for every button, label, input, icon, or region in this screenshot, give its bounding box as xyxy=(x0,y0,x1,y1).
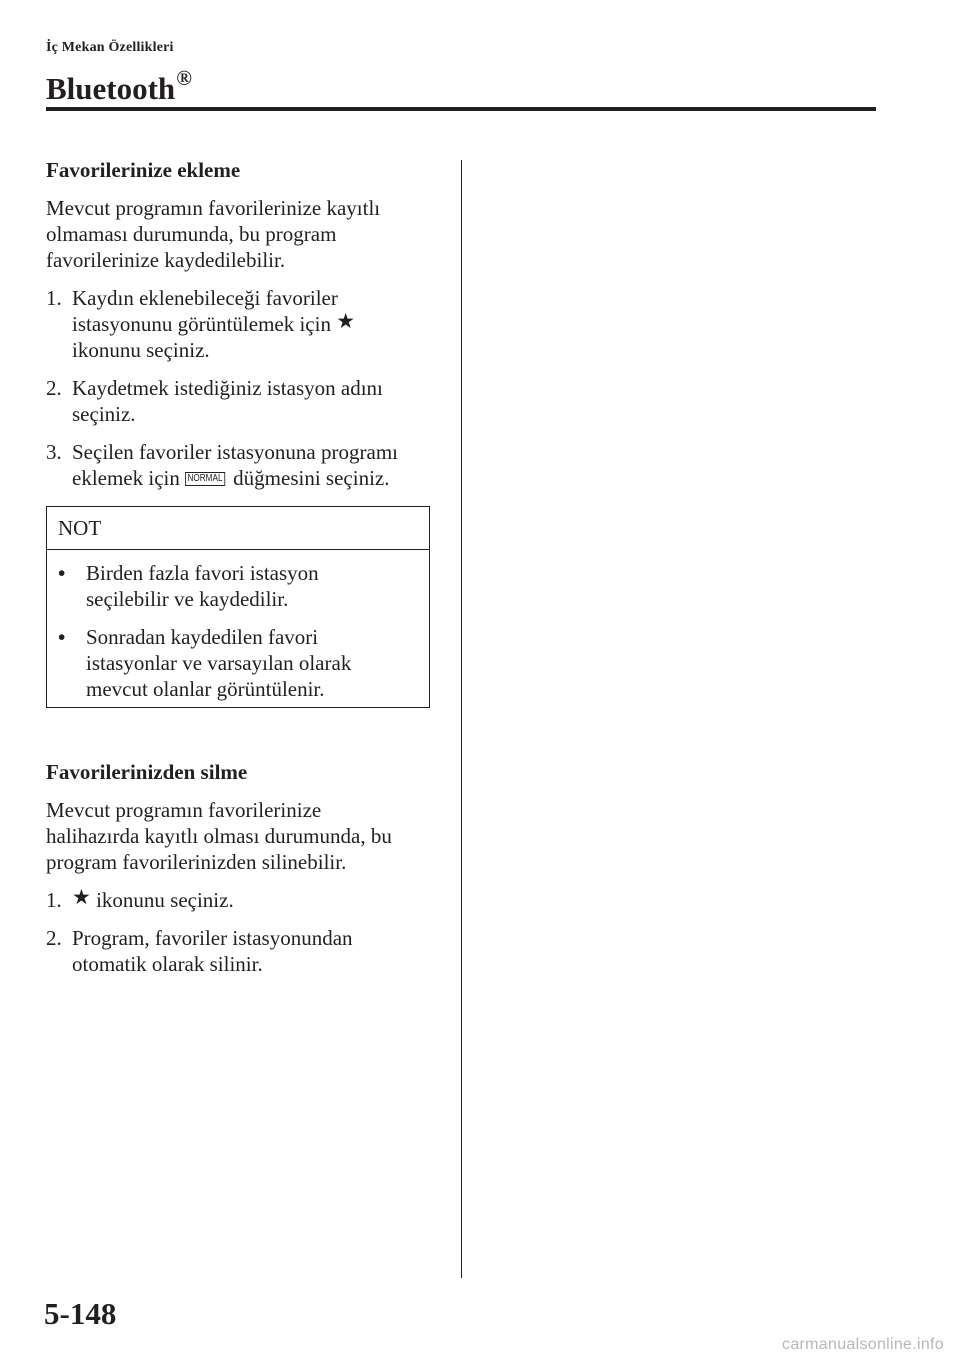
remove-favorites-heading: Favorilerinizden silme xyxy=(46,760,248,784)
step-text xyxy=(72,925,441,977)
step-number: 2. xyxy=(46,376,62,400)
step-line: Kaydın eklenebileceği favoriler xyxy=(72,286,338,310)
step-number: 1. xyxy=(46,888,62,912)
step-number: 2. xyxy=(46,926,62,950)
step-line-with-icon xyxy=(72,887,441,913)
page-number: 5-148 xyxy=(44,1296,117,1331)
watermark: carmanualsonline.info xyxy=(782,1336,944,1353)
step-line: Seçilen favoriler istasyonuna programı xyxy=(72,440,398,464)
note-list xyxy=(47,550,429,702)
step-text xyxy=(72,439,441,491)
note-title: NOT xyxy=(47,507,429,550)
add-favorites-intro xyxy=(46,195,441,273)
intro-line: program favorilerinizden silinebilir. xyxy=(46,850,347,874)
step-line: istasyonunu görüntülemek için xyxy=(72,312,331,336)
step-text xyxy=(72,375,441,427)
step-number: 1. xyxy=(46,286,62,310)
step-text xyxy=(72,887,441,913)
note-line: Sonradan kaydedilen favori xyxy=(86,625,319,649)
step-item xyxy=(46,285,441,363)
remove-favorites-intro xyxy=(46,797,441,875)
step-item xyxy=(46,887,441,913)
star-icon: ★ xyxy=(72,885,91,909)
note-text xyxy=(86,624,351,702)
header-rule xyxy=(46,107,876,111)
section-label: İç Mekan Özellikleri xyxy=(46,40,174,55)
intro-line: favorilerinize kaydedilebilir. xyxy=(46,248,286,272)
remove-favorites-section xyxy=(46,759,441,989)
step-text xyxy=(72,285,441,363)
intro-line: Mevcut programın favorilerinize xyxy=(46,798,322,822)
step-line: ikonunu seçiniz. xyxy=(96,888,234,912)
note-line: Birden fazla favori istasyon xyxy=(86,561,319,585)
step-item xyxy=(46,439,441,491)
add-favorites-heading: Favorilerinize ekleme xyxy=(46,158,241,182)
note-box xyxy=(46,506,430,708)
note-line: istasyonlar ve varsayılan olarak xyxy=(86,651,352,675)
step-line-with-icon xyxy=(72,465,441,491)
step-line: seçiniz. xyxy=(72,402,136,426)
column-divider xyxy=(461,160,462,1278)
note-line: seçilebilir ve kaydedilir. xyxy=(86,587,289,611)
note-item xyxy=(58,624,429,702)
chapter-title xyxy=(46,58,192,109)
note-line: mevcut olanlar görüntülenir. xyxy=(86,677,325,701)
note-item xyxy=(58,560,429,612)
step-item xyxy=(46,925,441,977)
step-item xyxy=(46,375,441,427)
add-favorites-section xyxy=(46,157,441,503)
intro-line: Mevcut programın favorilerinize kayıtlı xyxy=(46,196,381,220)
bullet-icon: • xyxy=(58,561,66,585)
registered-mark: ® xyxy=(176,66,192,90)
step-line: otomatik olarak silinir. xyxy=(72,952,263,976)
step-number: 3. xyxy=(46,440,62,464)
intro-line: halihazırda kayıtlı olması durumunda, bu xyxy=(46,824,392,848)
remove-steps xyxy=(46,887,441,977)
step-line: Program, favoriler istasyonundan xyxy=(72,926,353,950)
step-line: Kaydetmek istediğiniz istasyon adını xyxy=(72,376,383,400)
normal-button-icon: NORMAL xyxy=(185,472,225,486)
step-line: eklemek için xyxy=(72,466,180,490)
add-steps xyxy=(46,285,441,491)
star-icon: ★ xyxy=(336,309,356,333)
note-text xyxy=(86,560,319,612)
step-line: düğmesini seçiniz. xyxy=(233,466,390,490)
intro-line: olmaması durumunda, bu program xyxy=(46,222,337,246)
step-line-with-icon xyxy=(72,311,441,337)
chapter-title-text: Bluetooth xyxy=(46,71,176,106)
bullet-icon: • xyxy=(58,625,66,649)
step-line: ikonunu seçiniz. xyxy=(72,338,210,362)
